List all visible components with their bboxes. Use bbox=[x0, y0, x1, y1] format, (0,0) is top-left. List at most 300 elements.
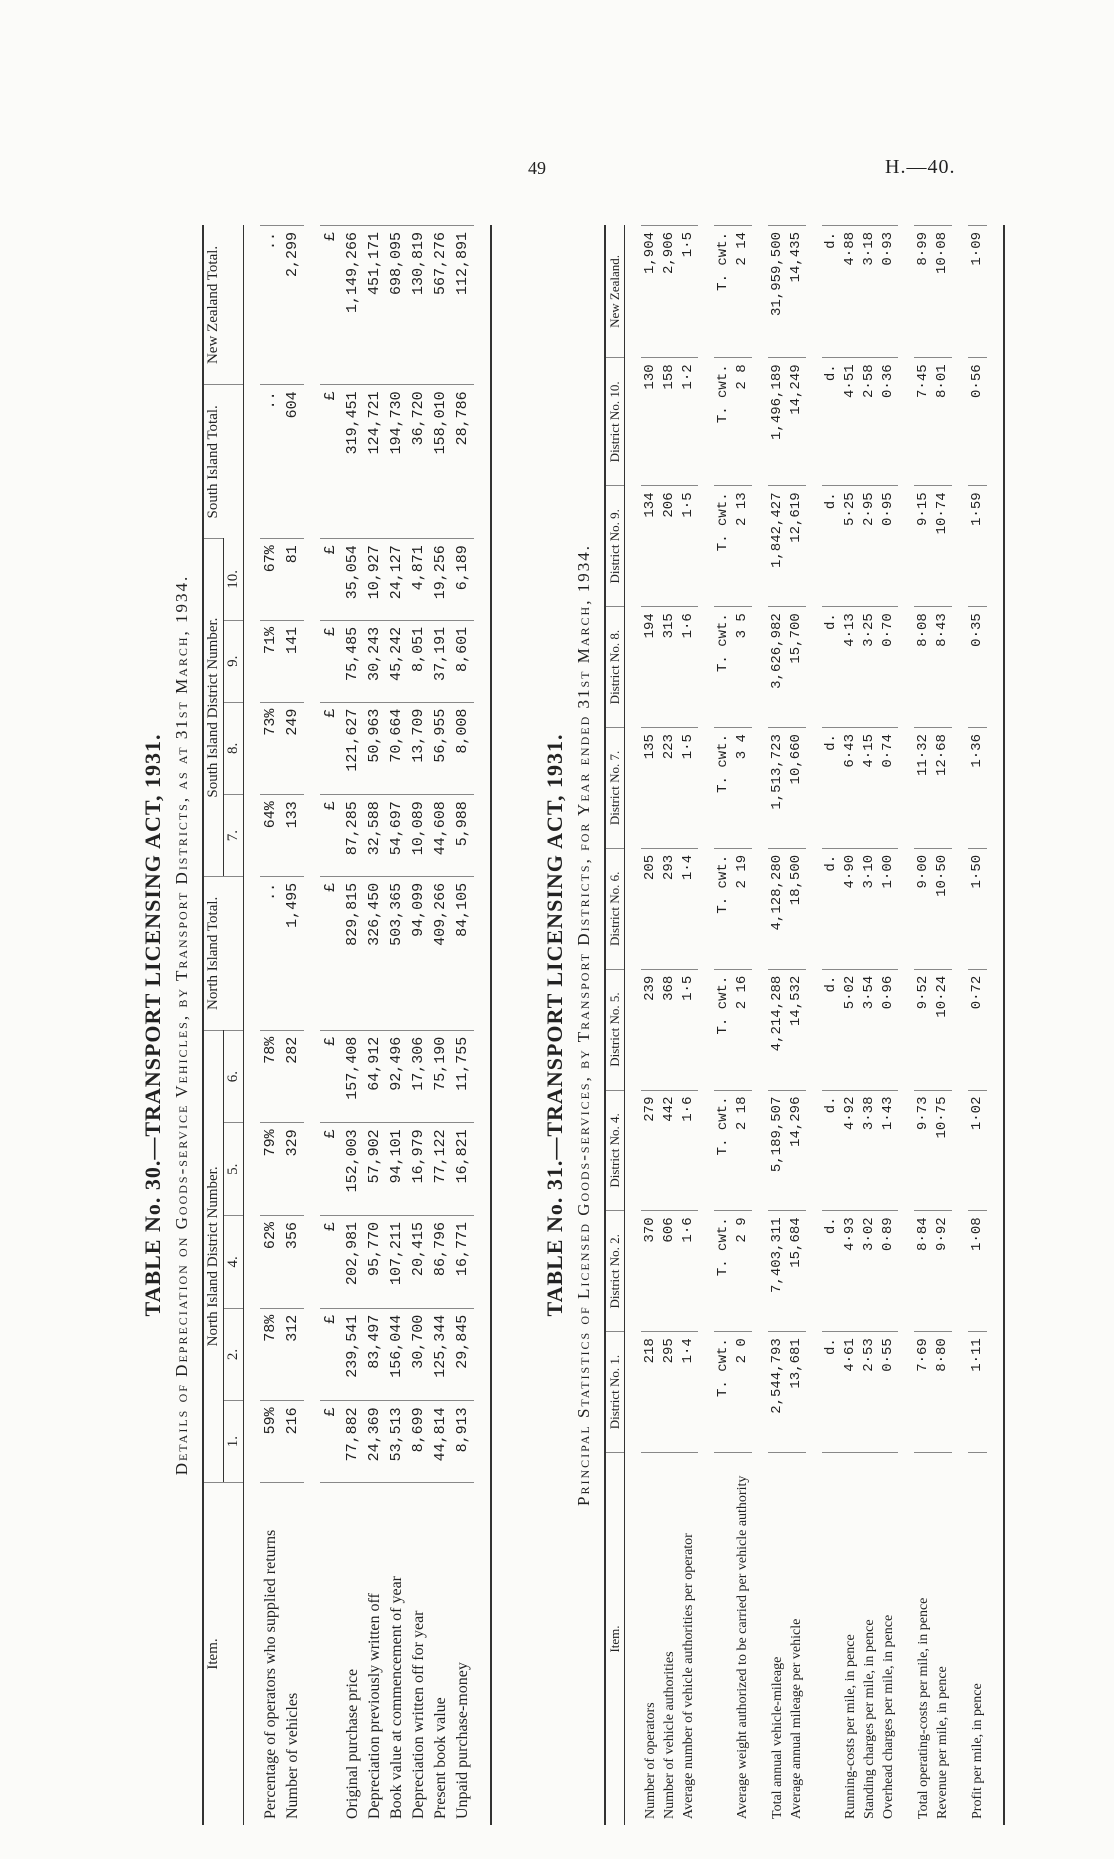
table-cell: 442 bbox=[660, 1090, 679, 1211]
table-cell: 10,660 bbox=[787, 728, 806, 849]
table-cell: 4·13 bbox=[841, 607, 860, 728]
table-cell: 295 bbox=[660, 1332, 679, 1453]
table-cell: 279 bbox=[641, 1090, 660, 1211]
currency-cell: £ bbox=[320, 1216, 342, 1309]
district-column-header: District No. 1. bbox=[605, 1332, 625, 1453]
spacer-row bbox=[752, 226, 768, 1826]
currency-row bbox=[320, 226, 342, 1826]
table-cell: 8·08 bbox=[914, 607, 933, 728]
table-30-section bbox=[140, 195, 492, 1855]
table-cell: .. bbox=[260, 385, 282, 539]
table-cell: 78% bbox=[260, 1030, 282, 1123]
table-row bbox=[841, 226, 860, 1826]
table-cell: 1·36 bbox=[968, 728, 987, 849]
unit-cell: d. bbox=[822, 358, 841, 486]
currency-cell: £ bbox=[320, 1030, 342, 1123]
table-cell: 202,981 bbox=[342, 1216, 364, 1309]
table-cell: 24,369 bbox=[364, 1401, 386, 1483]
table-cell: 8·84 bbox=[914, 1211, 933, 1332]
table-cell: 3·54 bbox=[860, 969, 879, 1090]
district-header: 5. bbox=[224, 1123, 244, 1216]
table-cell: 5·25 bbox=[841, 486, 860, 607]
table-cell: 24,127 bbox=[386, 539, 408, 621]
table-cell: 87,285 bbox=[342, 795, 364, 877]
currency-cell: £ bbox=[320, 702, 342, 795]
table-cell: 0·56 bbox=[968, 358, 987, 486]
row-label: Overhead charges per mile, in pence bbox=[879, 1453, 898, 1826]
district-header: 6. bbox=[224, 1030, 244, 1123]
unit-cell: T. cwt. bbox=[714, 607, 733, 728]
table-cell: 4,214,288 bbox=[768, 969, 787, 1090]
table-cell: 8·43 bbox=[933, 607, 952, 728]
table-cell: 0·35 bbox=[968, 607, 987, 728]
table-cell: 451,171 bbox=[364, 226, 386, 385]
table-cell: 326,450 bbox=[364, 876, 386, 1030]
table-cell: 8·99 bbox=[914, 226, 933, 358]
unit-cell: d. bbox=[822, 607, 841, 728]
unit-cell: T. cwt. bbox=[714, 1090, 733, 1211]
table-cell: 0·74 bbox=[879, 728, 898, 849]
table-cell: 368 bbox=[660, 969, 679, 1090]
table-row bbox=[364, 226, 386, 1826]
table-cell: 1·09 bbox=[968, 226, 987, 358]
table-cell: 44,814 bbox=[430, 1401, 452, 1483]
row-label: Unpaid purchase-money bbox=[452, 1483, 474, 1826]
table-cell: 44,608 bbox=[430, 795, 452, 877]
district-column-header: New Zealand. bbox=[605, 226, 625, 358]
unit-row bbox=[822, 226, 841, 1826]
table-cell: 1·43 bbox=[879, 1090, 898, 1211]
table-cell: 16,771 bbox=[452, 1216, 474, 1309]
table-row bbox=[733, 226, 752, 1826]
table-cell: 75,190 bbox=[430, 1030, 452, 1123]
table-cell: 1,842,427 bbox=[768, 486, 787, 607]
district-header: 1. bbox=[224, 1401, 244, 1483]
table-cell: 0·72 bbox=[968, 969, 987, 1090]
table-cell: 130,819 bbox=[408, 226, 430, 385]
spacer-cell bbox=[698, 226, 714, 1826]
table-cell: 12·68 bbox=[933, 728, 952, 849]
table-cell: 312 bbox=[282, 1308, 304, 1401]
table-row bbox=[968, 226, 987, 1826]
table-cell: 141 bbox=[282, 620, 304, 702]
table-cell: 11·32 bbox=[914, 728, 933, 849]
table-31-section bbox=[542, 195, 1005, 1855]
table-cell: 36,720 bbox=[408, 385, 430, 539]
row-label bbox=[320, 1483, 342, 1826]
table-cell: 37,191 bbox=[430, 620, 452, 702]
new-zealand-total-header: New Zealand Total. bbox=[203, 226, 244, 385]
south-island-group-header: South Island District Number. bbox=[203, 539, 224, 877]
table-cell: 0·55 bbox=[879, 1332, 898, 1453]
currency-cell: £ bbox=[320, 1308, 342, 1401]
table-cell: 319,451 bbox=[342, 385, 364, 539]
spacer-row bbox=[987, 226, 1004, 1826]
spacer-row bbox=[244, 226, 261, 1826]
table-cell: 1·00 bbox=[879, 848, 898, 969]
table-cell: 2 8 bbox=[733, 358, 752, 486]
table-cell: 8,699 bbox=[408, 1401, 430, 1483]
table-cell: 194,730 bbox=[386, 385, 408, 539]
table-cell: 156,044 bbox=[386, 1308, 408, 1401]
table-cell: 3·02 bbox=[860, 1211, 879, 1332]
table-cell: 9·92 bbox=[933, 1211, 952, 1332]
table-cell: 829,815 bbox=[342, 876, 364, 1030]
row-label: Depreciation written off for year bbox=[408, 1483, 430, 1826]
table-row bbox=[452, 226, 474, 1826]
table-cell: 35,054 bbox=[342, 539, 364, 621]
table-cell: 17,306 bbox=[408, 1030, 430, 1123]
rotated-page-content bbox=[140, 195, 1114, 1855]
table-cell: 8,008 bbox=[452, 702, 474, 795]
table-cell: 81 bbox=[282, 539, 304, 621]
table-cell: 73% bbox=[260, 702, 282, 795]
table-cell: 95,770 bbox=[364, 1216, 386, 1309]
table-cell: 1·6 bbox=[679, 607, 698, 728]
table-row bbox=[260, 226, 282, 1826]
table-cell: 30,243 bbox=[364, 620, 386, 702]
table-cell: 2·95 bbox=[860, 486, 879, 607]
table-cell: 30,700 bbox=[408, 1308, 430, 1401]
table-cell: 194 bbox=[641, 607, 660, 728]
table-cell: 1,495 bbox=[282, 876, 304, 1030]
spacer-row bbox=[806, 226, 822, 1826]
table-cell: 370 bbox=[641, 1211, 660, 1332]
table-cell: 2·53 bbox=[860, 1332, 879, 1453]
table-cell: 0·93 bbox=[879, 226, 898, 358]
unit-cell: T. cwt. bbox=[714, 848, 733, 969]
currency-cell: £ bbox=[320, 620, 342, 702]
table-cell: 1·5 bbox=[679, 226, 698, 358]
table-cell: 9·00 bbox=[914, 848, 933, 969]
table-cell: 20,415 bbox=[408, 1216, 430, 1309]
table-cell: 92,496 bbox=[386, 1030, 408, 1123]
table-cell: 0·36 bbox=[879, 358, 898, 486]
row-label: Book value at commencement of year bbox=[386, 1483, 408, 1826]
table-cell: 8,601 bbox=[452, 620, 474, 702]
spacer-row bbox=[698, 226, 714, 1826]
table-row bbox=[787, 226, 806, 1826]
table-cell: 3 4 bbox=[733, 728, 752, 849]
spacer-cell bbox=[987, 226, 1004, 1826]
table-cell: 13,681 bbox=[787, 1332, 806, 1453]
table-cell: 10·50 bbox=[933, 848, 952, 969]
table-cell: 158,010 bbox=[430, 385, 452, 539]
table-cell: 4·90 bbox=[841, 848, 860, 969]
table-cell: .. bbox=[260, 876, 282, 1030]
table-cell: 53,513 bbox=[386, 1401, 408, 1483]
table-cell: 1·5 bbox=[679, 486, 698, 607]
table-cell: 3,626,982 bbox=[768, 607, 787, 728]
unit-row bbox=[714, 226, 733, 1826]
unit-cell: T. cwt. bbox=[714, 1332, 733, 1453]
district-header: 4. bbox=[224, 1216, 244, 1309]
table-cell: 698,095 bbox=[386, 226, 408, 385]
table-cell: 7·45 bbox=[914, 358, 933, 486]
table-cell: 134 bbox=[641, 486, 660, 607]
row-label: Total operating-costs per mile, in pence bbox=[914, 1453, 933, 1826]
table-cell: 10,927 bbox=[364, 539, 386, 621]
table-cell: 293 bbox=[660, 848, 679, 969]
table-cell: 59% bbox=[260, 1401, 282, 1483]
row-label: Present book value bbox=[430, 1483, 452, 1826]
district-header: 7. bbox=[224, 795, 244, 877]
table-cell: 2,544,793 bbox=[768, 1332, 787, 1453]
unit-cell: d. bbox=[822, 728, 841, 849]
table-cell: 218 bbox=[641, 1332, 660, 1453]
table-cell: 71% bbox=[260, 620, 282, 702]
table-cell: 152,003 bbox=[342, 1123, 364, 1216]
unit-cell: d. bbox=[822, 1332, 841, 1453]
table-cell: 1·08 bbox=[968, 1211, 987, 1332]
table-cell: 125,344 bbox=[430, 1308, 452, 1401]
table-cell: 239,541 bbox=[342, 1308, 364, 1401]
table-31-title: TABLE No. 31.—TRANSPORT LICENSING ACT, 1931. bbox=[542, 733, 567, 1317]
row-label: Number of vehicle authorities bbox=[660, 1453, 679, 1826]
unit-cell: T. cwt. bbox=[714, 969, 733, 1090]
table-30 bbox=[202, 225, 492, 1825]
table-cell: 130 bbox=[641, 358, 660, 486]
unit-cell: d. bbox=[822, 848, 841, 969]
table-cell: 2,906 bbox=[660, 226, 679, 358]
table-cell: 10·75 bbox=[933, 1090, 952, 1211]
table-row bbox=[430, 226, 452, 1826]
table-cell: .. bbox=[260, 226, 282, 385]
table-row bbox=[933, 226, 952, 1826]
table-cell: 54,697 bbox=[386, 795, 408, 877]
table-cell: 503,365 bbox=[386, 876, 408, 1030]
table-cell: 14,249 bbox=[787, 358, 806, 486]
currency-cell: £ bbox=[320, 1123, 342, 1216]
table-row bbox=[282, 226, 304, 1826]
page-number: 49 bbox=[528, 158, 546, 178]
table-cell: 84,105 bbox=[452, 876, 474, 1030]
table-31-item-header: Item. bbox=[605, 1453, 625, 1826]
table-cell: 70,664 bbox=[386, 702, 408, 795]
table-cell: 112,891 bbox=[452, 226, 474, 385]
table-cell: 15,700 bbox=[787, 607, 806, 728]
table-cell: 5,189,507 bbox=[768, 1090, 787, 1211]
table-30-title: TABLE No. 30.—TRANSPORT LICENSING ACT, 1931. bbox=[140, 733, 165, 1317]
table-cell: 1,513,723 bbox=[768, 728, 787, 849]
table-cell: 0·70 bbox=[879, 607, 898, 728]
table-cell: 356 bbox=[282, 1216, 304, 1309]
spacer-cell bbox=[898, 226, 914, 1826]
unit-cell: d. bbox=[822, 969, 841, 1090]
table-cell: 2 18 bbox=[733, 1090, 752, 1211]
table-31 bbox=[604, 225, 1005, 1825]
row-label: Percentage of operators who supplied returns bbox=[260, 1483, 282, 1826]
unit-cell: d. bbox=[822, 1090, 841, 1211]
table-cell: 6,189 bbox=[452, 539, 474, 621]
table-cell: 62% bbox=[260, 1216, 282, 1309]
table-cell: 604 bbox=[282, 385, 304, 539]
district-column-header: District No. 9. bbox=[605, 486, 625, 607]
table-cell: 282 bbox=[282, 1030, 304, 1123]
table-cell: 121,627 bbox=[342, 702, 364, 795]
row-label: Average annual mileage per vehicle bbox=[787, 1453, 806, 1826]
spacer-row bbox=[304, 226, 320, 1826]
table-row bbox=[408, 226, 430, 1826]
table-cell: 0·96 bbox=[879, 969, 898, 1090]
currency-cell: £ bbox=[320, 539, 342, 621]
table-30-subtitle: Details of Depreciation on Goods-service Vehicles, by Transport Districts, as at 31st March, 1934. bbox=[172, 574, 191, 1476]
table-cell: 94,101 bbox=[386, 1123, 408, 1216]
table-cell: 31,959,500 bbox=[768, 226, 787, 358]
table-cell: 4·93 bbox=[841, 1211, 860, 1332]
table-row bbox=[860, 226, 879, 1826]
row-label: Revenue per mile, in pence bbox=[933, 1453, 952, 1826]
table-cell: 14,296 bbox=[787, 1090, 806, 1211]
table-cell: 75,485 bbox=[342, 620, 364, 702]
table-31-subtitle: Principal Statistics of Licensed Goods-services, by Transport Districts, for Year ended 31st March, 1934. bbox=[574, 544, 593, 1506]
table-cell: 10·24 bbox=[933, 969, 952, 1090]
south-island-total-header: South Island Total. bbox=[203, 385, 244, 539]
district-column-header: District No. 8. bbox=[605, 607, 625, 728]
table-cell: 206 bbox=[660, 486, 679, 607]
table-cell: 3·38 bbox=[860, 1090, 879, 1211]
table-cell: 10·08 bbox=[933, 226, 952, 358]
table-cell: 13,709 bbox=[408, 702, 430, 795]
table-cell: 606 bbox=[660, 1211, 679, 1332]
table-cell: 2 9 bbox=[733, 1211, 752, 1332]
table-cell: 3 5 bbox=[733, 607, 752, 728]
table-cell: 1·2 bbox=[679, 358, 698, 486]
district-column-header: District No. 2. bbox=[605, 1211, 625, 1332]
table-cell: 2 0 bbox=[733, 1332, 752, 1453]
table-cell: 409,266 bbox=[430, 876, 452, 1030]
table-cell: 83,497 bbox=[364, 1308, 386, 1401]
table-cell: 77,882 bbox=[342, 1401, 364, 1483]
table-cell: 567,276 bbox=[430, 226, 452, 385]
table-cell: 18,500 bbox=[787, 848, 806, 969]
table-cell: 157,408 bbox=[342, 1030, 364, 1123]
table-row bbox=[914, 226, 933, 1826]
district-header: 10. bbox=[224, 539, 244, 621]
unit-cell: T. cwt. bbox=[714, 1211, 733, 1332]
district-header: 9. bbox=[224, 620, 244, 702]
table-cell: 124,721 bbox=[364, 385, 386, 539]
table-cell: 3·10 bbox=[860, 848, 879, 969]
table-cell: 3·18 bbox=[860, 226, 879, 358]
table-cell: 12,619 bbox=[787, 486, 806, 607]
table-cell: 45,242 bbox=[386, 620, 408, 702]
table-cell: 10,089 bbox=[408, 795, 430, 877]
table-cell: 8,051 bbox=[408, 620, 430, 702]
table-cell: 19,256 bbox=[430, 539, 452, 621]
table-cell: 4·92 bbox=[841, 1090, 860, 1211]
district-column-header: District No. 4. bbox=[605, 1090, 625, 1211]
table-cell: 1,904 bbox=[641, 226, 660, 358]
table-cell: 28,786 bbox=[452, 385, 474, 539]
table-cell: 10·74 bbox=[933, 486, 952, 607]
table-cell: 4,871 bbox=[408, 539, 430, 621]
spacer-cell bbox=[806, 226, 822, 1826]
unit-cell: T. cwt. bbox=[714, 226, 733, 358]
north-island-group-header: North Island District Number. bbox=[203, 1030, 224, 1482]
table-cell: 1·4 bbox=[679, 848, 698, 969]
row-label: Depreciation previously written off bbox=[364, 1483, 386, 1826]
table-row bbox=[342, 226, 364, 1826]
currency-cell: £ bbox=[320, 795, 342, 877]
spacer-cell bbox=[304, 226, 320, 1826]
table-cell: 1·11 bbox=[968, 1332, 987, 1453]
row-label: Running-costs per mile, in pence bbox=[841, 1453, 860, 1826]
row-label: Total annual vehicle-mileage bbox=[768, 1453, 787, 1826]
table-cell: 249 bbox=[282, 702, 304, 795]
table-cell: 8·80 bbox=[933, 1332, 952, 1453]
table-cell: 223 bbox=[660, 728, 679, 849]
table-cell: 67% bbox=[260, 539, 282, 621]
table-row bbox=[660, 226, 679, 1826]
table-row bbox=[768, 226, 787, 1826]
table-cell: 216 bbox=[282, 1401, 304, 1483]
table-cell: 56,955 bbox=[430, 702, 452, 795]
row-label bbox=[714, 1453, 733, 1826]
spacer-row bbox=[625, 226, 642, 1826]
table-cell: 2,299 bbox=[282, 226, 304, 385]
unit-cell: d. bbox=[822, 1211, 841, 1332]
table-cell: 2 16 bbox=[733, 969, 752, 1090]
table-cell: 1,149,266 bbox=[342, 226, 364, 385]
table-cell: 0·95 bbox=[879, 486, 898, 607]
table-cell: 1·50 bbox=[968, 848, 987, 969]
table-cell: 2 13 bbox=[733, 486, 752, 607]
table-cell: 1·6 bbox=[679, 1090, 698, 1211]
table-cell: 3·25 bbox=[860, 607, 879, 728]
table-cell: 11,755 bbox=[452, 1030, 474, 1123]
table-cell: 8,913 bbox=[452, 1401, 474, 1483]
currency-cell: £ bbox=[320, 226, 342, 385]
table-cell: 32,588 bbox=[364, 795, 386, 877]
spacer-cell bbox=[474, 226, 491, 1826]
row-label: Profit per mile, in pence bbox=[968, 1453, 987, 1826]
table-cell: 1·02 bbox=[968, 1090, 987, 1211]
row-label: Average number of vehicle authorities per operator bbox=[679, 1453, 698, 1826]
table-cell: 16,979 bbox=[408, 1123, 430, 1216]
table-row bbox=[879, 226, 898, 1826]
table-cell: 16,821 bbox=[452, 1123, 474, 1216]
row-label: Original purchase price bbox=[342, 1483, 364, 1826]
spacer-row bbox=[952, 226, 968, 1826]
spacer-row bbox=[474, 226, 491, 1826]
table-cell: 1·5 bbox=[679, 969, 698, 1090]
currency-cell: £ bbox=[320, 385, 342, 539]
unit-cell: T. cwt. bbox=[714, 358, 733, 486]
currency-cell: £ bbox=[320, 1401, 342, 1483]
table-cell: 0·89 bbox=[879, 1211, 898, 1332]
table-cell: 158 bbox=[660, 358, 679, 486]
table-cell: 4·15 bbox=[860, 728, 879, 849]
table-cell: 1·4 bbox=[679, 1332, 698, 1453]
spacer-cell bbox=[752, 226, 768, 1826]
table-cell: 329 bbox=[282, 1123, 304, 1216]
table-30-item-header: Item. bbox=[203, 1483, 244, 1826]
unit-cell: T. cwt. bbox=[714, 728, 733, 849]
table-cell: 107,211 bbox=[386, 1216, 408, 1309]
district-header: 8. bbox=[224, 702, 244, 795]
table-cell: 29,845 bbox=[452, 1308, 474, 1401]
table-cell: 6·43 bbox=[841, 728, 860, 849]
row-label: Average weight authorized to be carried per vehicle authority bbox=[733, 1453, 752, 1826]
table-cell: 78% bbox=[260, 1308, 282, 1401]
table-cell: 2·58 bbox=[860, 358, 879, 486]
table-cell: 50,963 bbox=[364, 702, 386, 795]
currency-cell: £ bbox=[320, 876, 342, 1030]
unit-cell: d. bbox=[822, 486, 841, 607]
table-cell: 2 14 bbox=[733, 226, 752, 358]
district-column-header: District No. 6. bbox=[605, 848, 625, 969]
